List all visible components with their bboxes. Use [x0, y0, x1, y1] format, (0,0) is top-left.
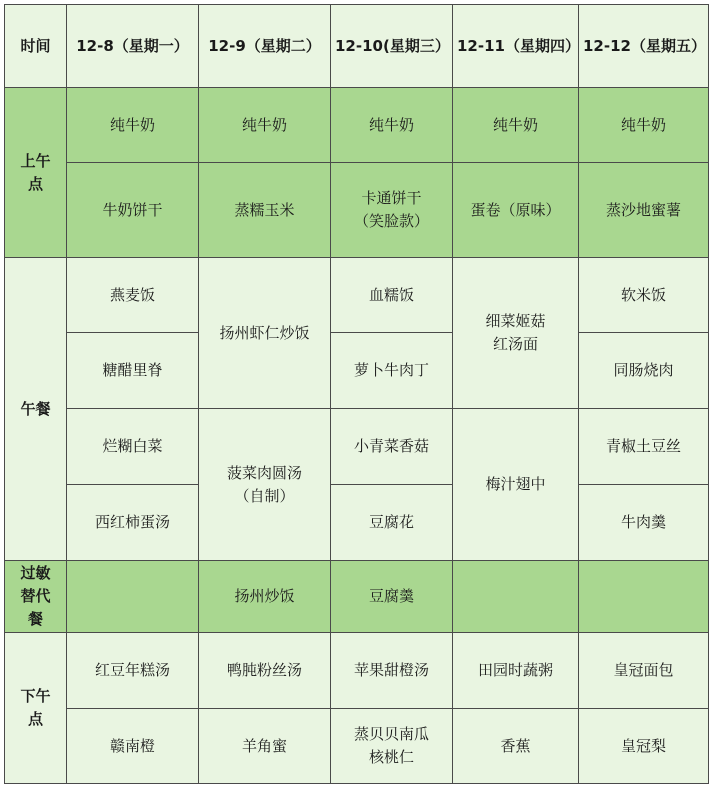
afternoon-thu-1: 田园时蔬粥: [453, 633, 579, 709]
morning-thu-1: 纯牛奶: [453, 88, 579, 163]
lunch-row-1: [5, 258, 709, 333]
morning-snack-row-1: [5, 88, 709, 163]
lunch-tue-main: 扬州虾仁炒饭: [199, 258, 331, 409]
lunch-thu-side: 梅汁翅中: [453, 409, 579, 561]
lunch-fri-2: 同肠烧肉: [579, 333, 709, 409]
allergy-fri: [579, 561, 709, 633]
morning-snack-row-2: [5, 163, 709, 258]
afternoon-mon-1: 红豆年糕汤: [67, 633, 199, 709]
allergy-tue: 扬州炒饭: [199, 561, 331, 633]
morning-tue-2: 蒸糯玉米: [199, 163, 331, 258]
lunch-wed-4: 豆腐花: [331, 485, 453, 561]
afternoon-snack-label: 下午 点: [5, 633, 67, 784]
lunch-wed-3: 小青菜香菇: [331, 409, 453, 485]
lunch-mon-2: 糖醋里脊: [67, 333, 199, 409]
afternoon-thu-2: 香蕉: [453, 709, 579, 784]
allergy-row: [5, 561, 709, 633]
lunch-label: 午餐: [5, 258, 67, 561]
lunch-wed-1: 血糯饭: [331, 258, 453, 333]
morning-fri-2: 蒸沙地蜜薯: [579, 163, 709, 258]
time-header: 时间: [5, 5, 67, 88]
day-header-wed: 12-10(星期三）: [331, 5, 453, 88]
day-header-mon: 12-8（星期一）: [67, 5, 199, 88]
day-header-thu: 12-11（星期四）: [453, 5, 579, 88]
morning-wed-1: 纯牛奶: [331, 88, 453, 163]
afternoon-fri-2: 皇冠梨: [579, 709, 709, 784]
lunch-wed-2: 萝卜牛肉丁: [331, 333, 453, 409]
morning-tue-1: 纯牛奶: [199, 88, 331, 163]
afternoon-wed-1: 苹果甜橙汤: [331, 633, 453, 709]
lunch-mon-3: 烂糊白菜: [67, 409, 199, 485]
morning-mon-2: 牛奶饼干: [67, 163, 199, 258]
allergy-label: 过敏 替代 餐: [5, 561, 67, 633]
allergy-wed: 豆腐羹: [331, 561, 453, 633]
lunch-mon-1: 燕麦饭: [67, 258, 199, 333]
afternoon-snack-row-2: [5, 709, 709, 784]
afternoon-fri-1: 皇冠面包: [579, 633, 709, 709]
afternoon-wed-2: 蒸贝贝南瓜 核桃仁: [331, 709, 453, 784]
day-header-fri: 12-12（星期五）: [579, 5, 709, 88]
morning-mon-1: 纯牛奶: [67, 88, 199, 163]
lunch-mon-4: 西红柿蛋汤: [67, 485, 199, 561]
allergy-thu: [453, 561, 579, 633]
weekly-menu-table: [4, 4, 709, 784]
lunch-row-3: [5, 409, 709, 485]
afternoon-mon-2: 赣南橙: [67, 709, 199, 784]
lunch-fri-3: 青椒土豆丝: [579, 409, 709, 485]
lunch-fri-4: 牛肉羹: [579, 485, 709, 561]
morning-snack-label: 上午 点: [5, 88, 67, 258]
lunch-tue-soup: 菠菜肉圆汤 （自制）: [199, 409, 331, 561]
lunch-fri-1: 软米饭: [579, 258, 709, 333]
allergy-mon: [67, 561, 199, 633]
afternoon-snack-row-1: [5, 633, 709, 709]
morning-thu-2: 蛋卷（原味）: [453, 163, 579, 258]
afternoon-tue-2: 羊角蜜: [199, 709, 331, 784]
header-row: [5, 5, 709, 88]
day-header-tue: 12-9（星期二）: [199, 5, 331, 88]
afternoon-tue-1: 鸭肫粉丝汤: [199, 633, 331, 709]
morning-wed-2: 卡通饼干 （笑脸款）: [331, 163, 453, 258]
lunch-thu-main: 细菜姬菇 红汤面: [453, 258, 579, 409]
lunch-row-2: [5, 333, 709, 409]
morning-fri-1: 纯牛奶: [579, 88, 709, 163]
lunch-row-4: [5, 485, 709, 561]
